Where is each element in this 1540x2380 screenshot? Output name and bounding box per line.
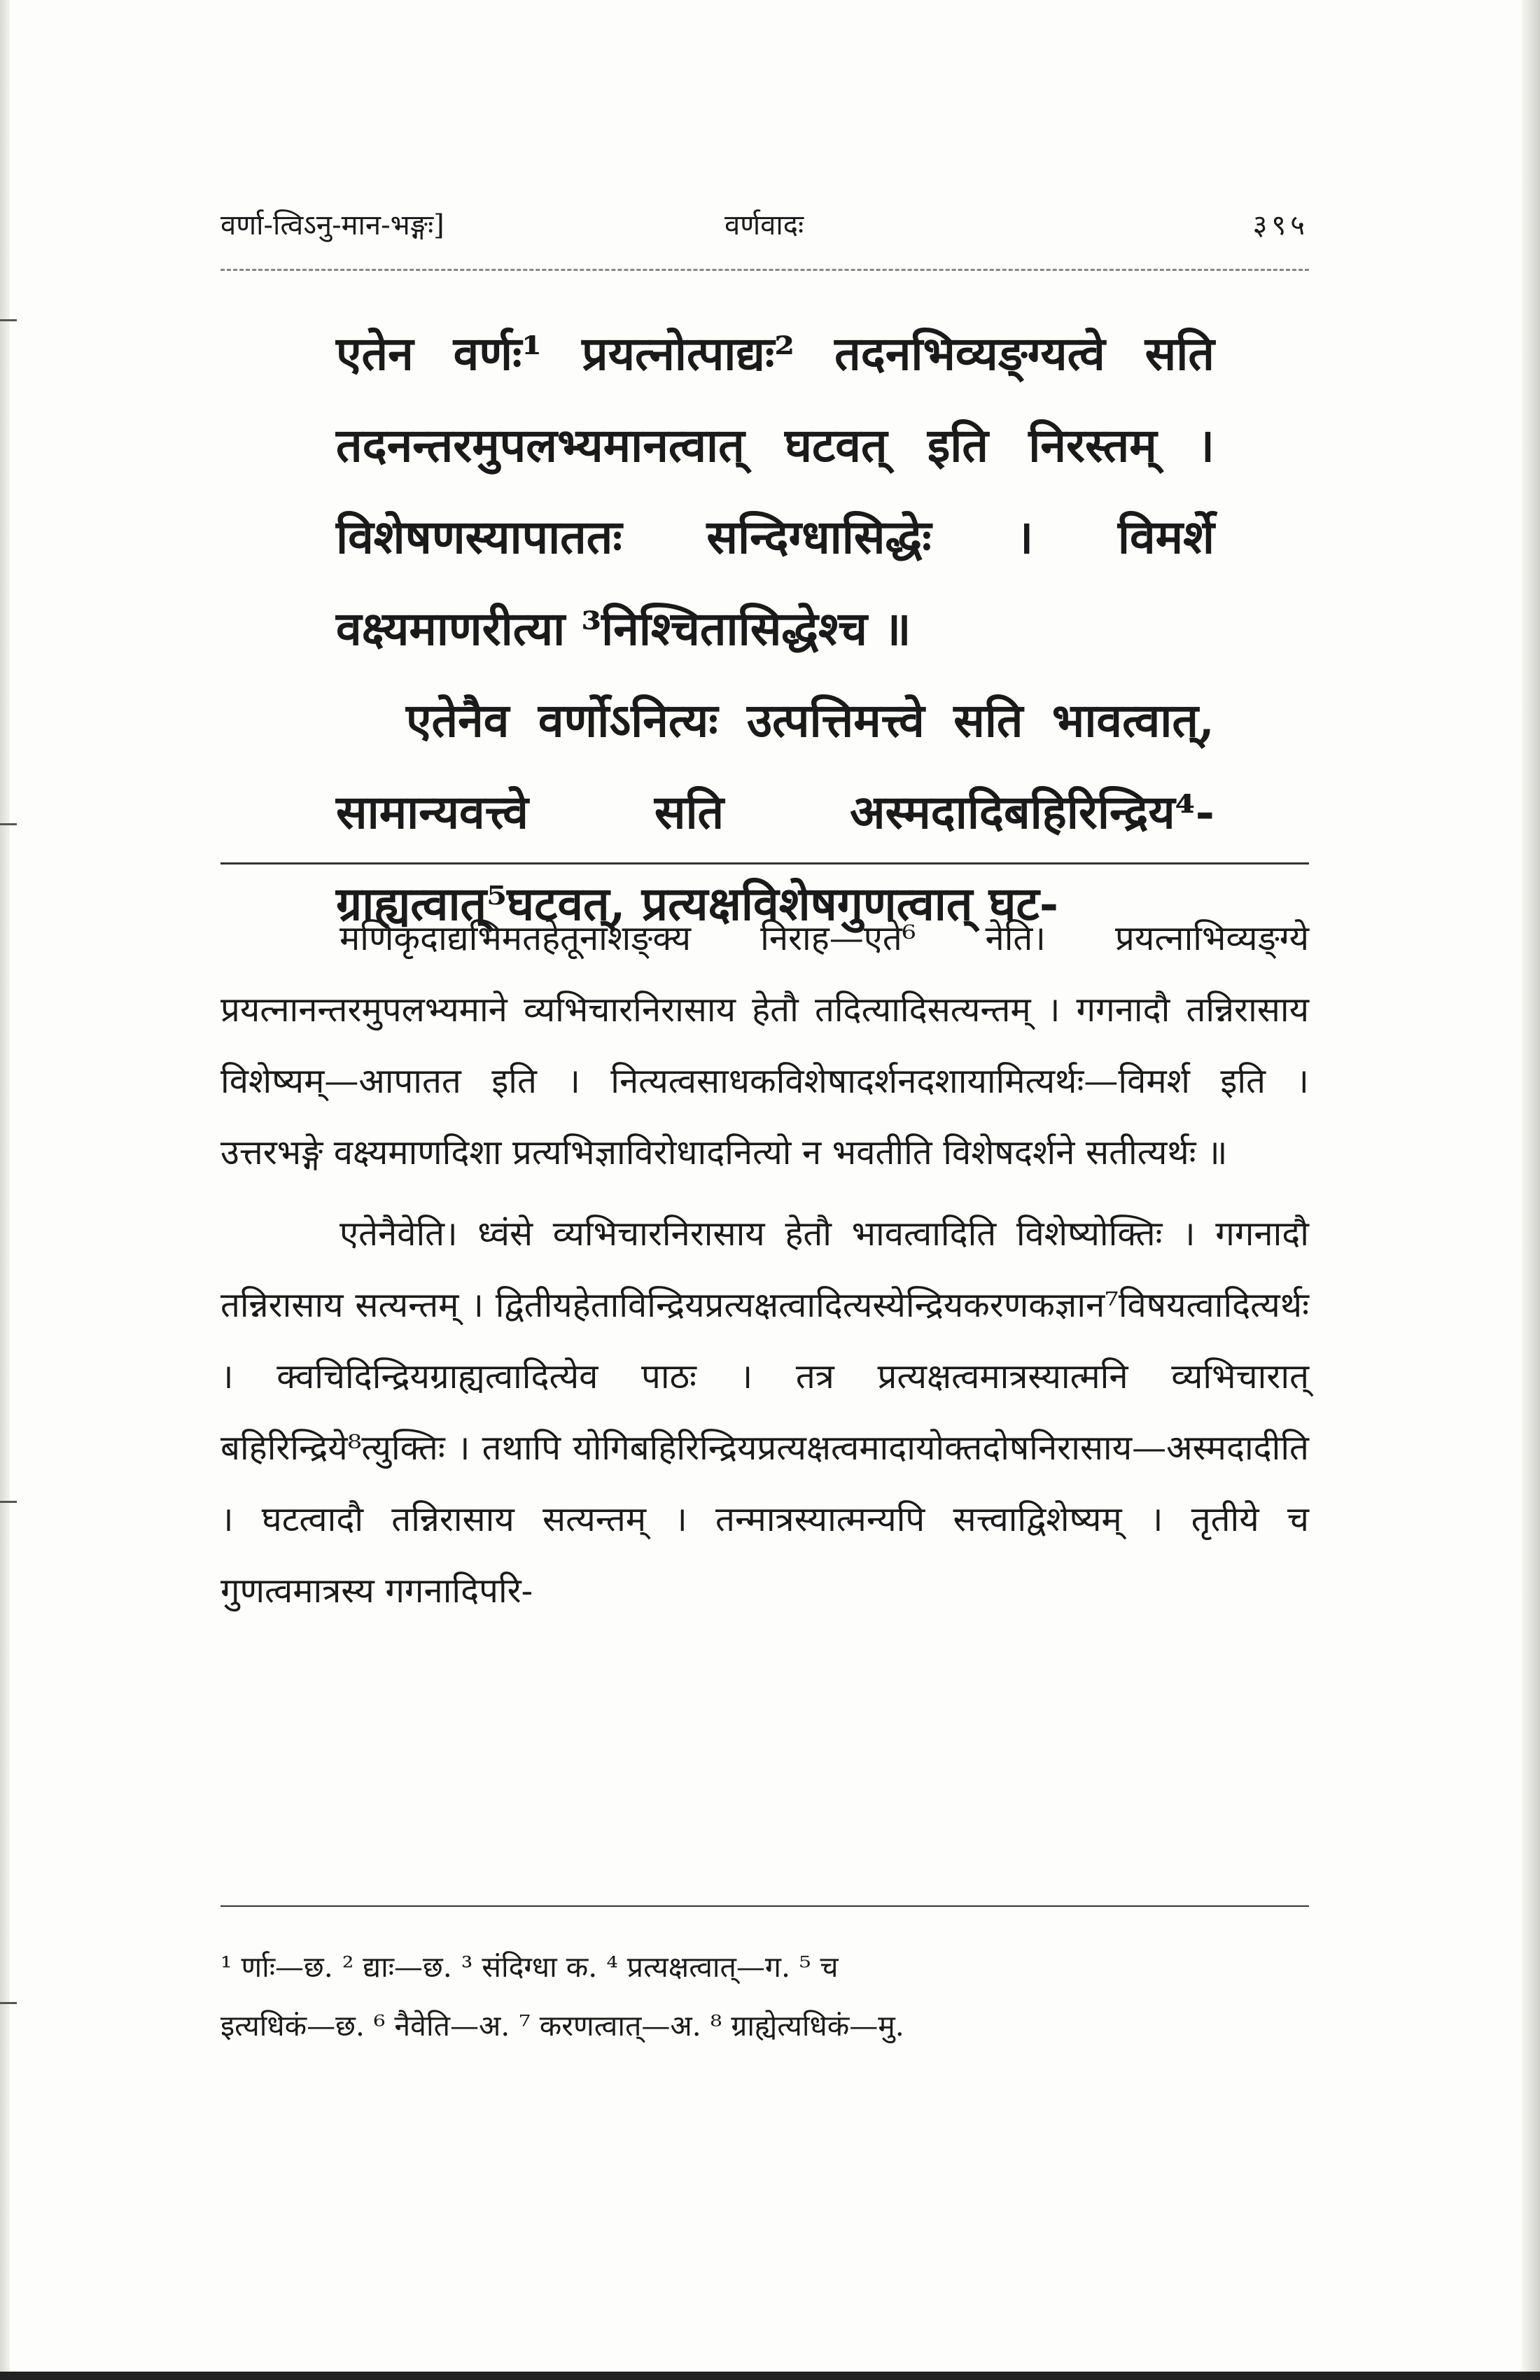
footnote-rule bbox=[220, 1905, 1309, 1907]
text-separator-rule bbox=[220, 862, 1309, 864]
footnote-line: इत्यधिकं—छ. ⁶ नैवेति—अ. ⁷ करणत्वात्—अ. ⁸ ग्राह्येत्यधिकं—मु. bbox=[220, 2009, 904, 2043]
commentary bbox=[220, 903, 1309, 1627]
commentary-paragraph: एतेनैवेति। ध्वंसे व्यभिचारनिरासाय हेतौ भावत्वादिति विशेष्योक्तिः । गगनादौ तन्निरासाय सत्यन्तम् । द्वितीयहेताविन्द्रियप्रत्यक्षत्वादित्यस्येन्द्रियकरणकज्ञान⁷विषयत्वादित्यर्थः । क्वचिदिन्द्रियग्राह्यत्वादित्येव पाठः । तत्र प्रत्यक्षत्वमात्रस्यात्मनि व्यभिचारात् बहिरिन्द्रिये⁸त्युक्तिः । तथापि योगिबहिरिन्द्रियप्रत्यक्षत्वमादायोक्तदोषनिरासाय—अस्मदादीति । घटत्वादौ तन्निरासाय सत्यन्तम् । तन्मात्रस्यात्मन्यपि सत्त्वाद्विशेष्यम् । तृतीये च गुणत्वमात्रस्य गगनादिपरि- bbox=[220, 1214, 1309, 1611]
main-paragraph: एतेन वर्णः¹ प्रयत्नोत्पाद्यः² तदनभिव्यङ्ग्यत्वे सति तदनन्तरमुपलभ्यमानत्वात् घटवत् इति निरस्तम् । विशेषणस्यापाततः सन्दिग्धासिद्धेः । विमर्शे वक्ष्यमाणरीत्या ³निश्चितासिद्धेश्च ॥ bbox=[336, 326, 1214, 656]
margin-tick bbox=[0, 1501, 17, 1503]
page-edge-left bbox=[0, 0, 10, 2380]
margin-tick bbox=[0, 2002, 17, 2004]
page-edge-right bbox=[1522, 0, 1540, 2380]
header-rule bbox=[220, 269, 1309, 271]
header-section-title: वर्णा-त्विऽनु-मान-भङ्गः] bbox=[220, 209, 444, 241]
page-edge-bottom bbox=[0, 2372, 1540, 2380]
main-paragraph: एतेनैव वर्णोऽनित्यः उत्पत्तिमत्त्वे सति भावत्वात्, सामान्यवत्त्वे सति अस्मदादिबहिरिन्द्रिय⁴-ग्राह्यत्वात्⁵घटवत्, प्रत्यक्षविशेषगुणत्वात् घट- bbox=[336, 693, 1214, 931]
footnote-line: ¹ र्णाः—छ. ² द्याः—छ. ³ संदिग्धा क. ⁴ प्रत्यक्षत्वात्—ग. ⁵ च bbox=[220, 1950, 839, 1984]
page-number: ३९५ bbox=[1252, 209, 1309, 241]
footnotes bbox=[220, 1938, 1309, 2055]
running-header bbox=[220, 197, 1309, 253]
main-text bbox=[336, 308, 1214, 950]
commentary-paragraph: मणिकृदाद्यभिमतहेतूनाशङ्क्य निराह—एते⁶ नेति। प्रयत्नाभिव्यङ्ग्ये प्रयत्नानन्तरमुपलभ्यमाने व्यभिचारनिरासाय हेतौ तदित्यादिसत्यन्तम् । गगनादौ तन्निरासाय विशेष्यम्—आपातत इति । नित्यत्वसाधकविशेषादर्शनदशायामित्यर्थः—विमर्श इति । उत्तरभङ्गे वक्ष्यमाणदिशा प्रत्यभिज्ञाविरोधादनित्यो न भवतीति विशेषदर्शने सतीत्यर्थः ॥ bbox=[220, 918, 1309, 1172]
header-chapter-title: वर्णवादः bbox=[724, 209, 804, 241]
margin-tick bbox=[0, 319, 17, 321]
margin-tick bbox=[0, 823, 17, 825]
